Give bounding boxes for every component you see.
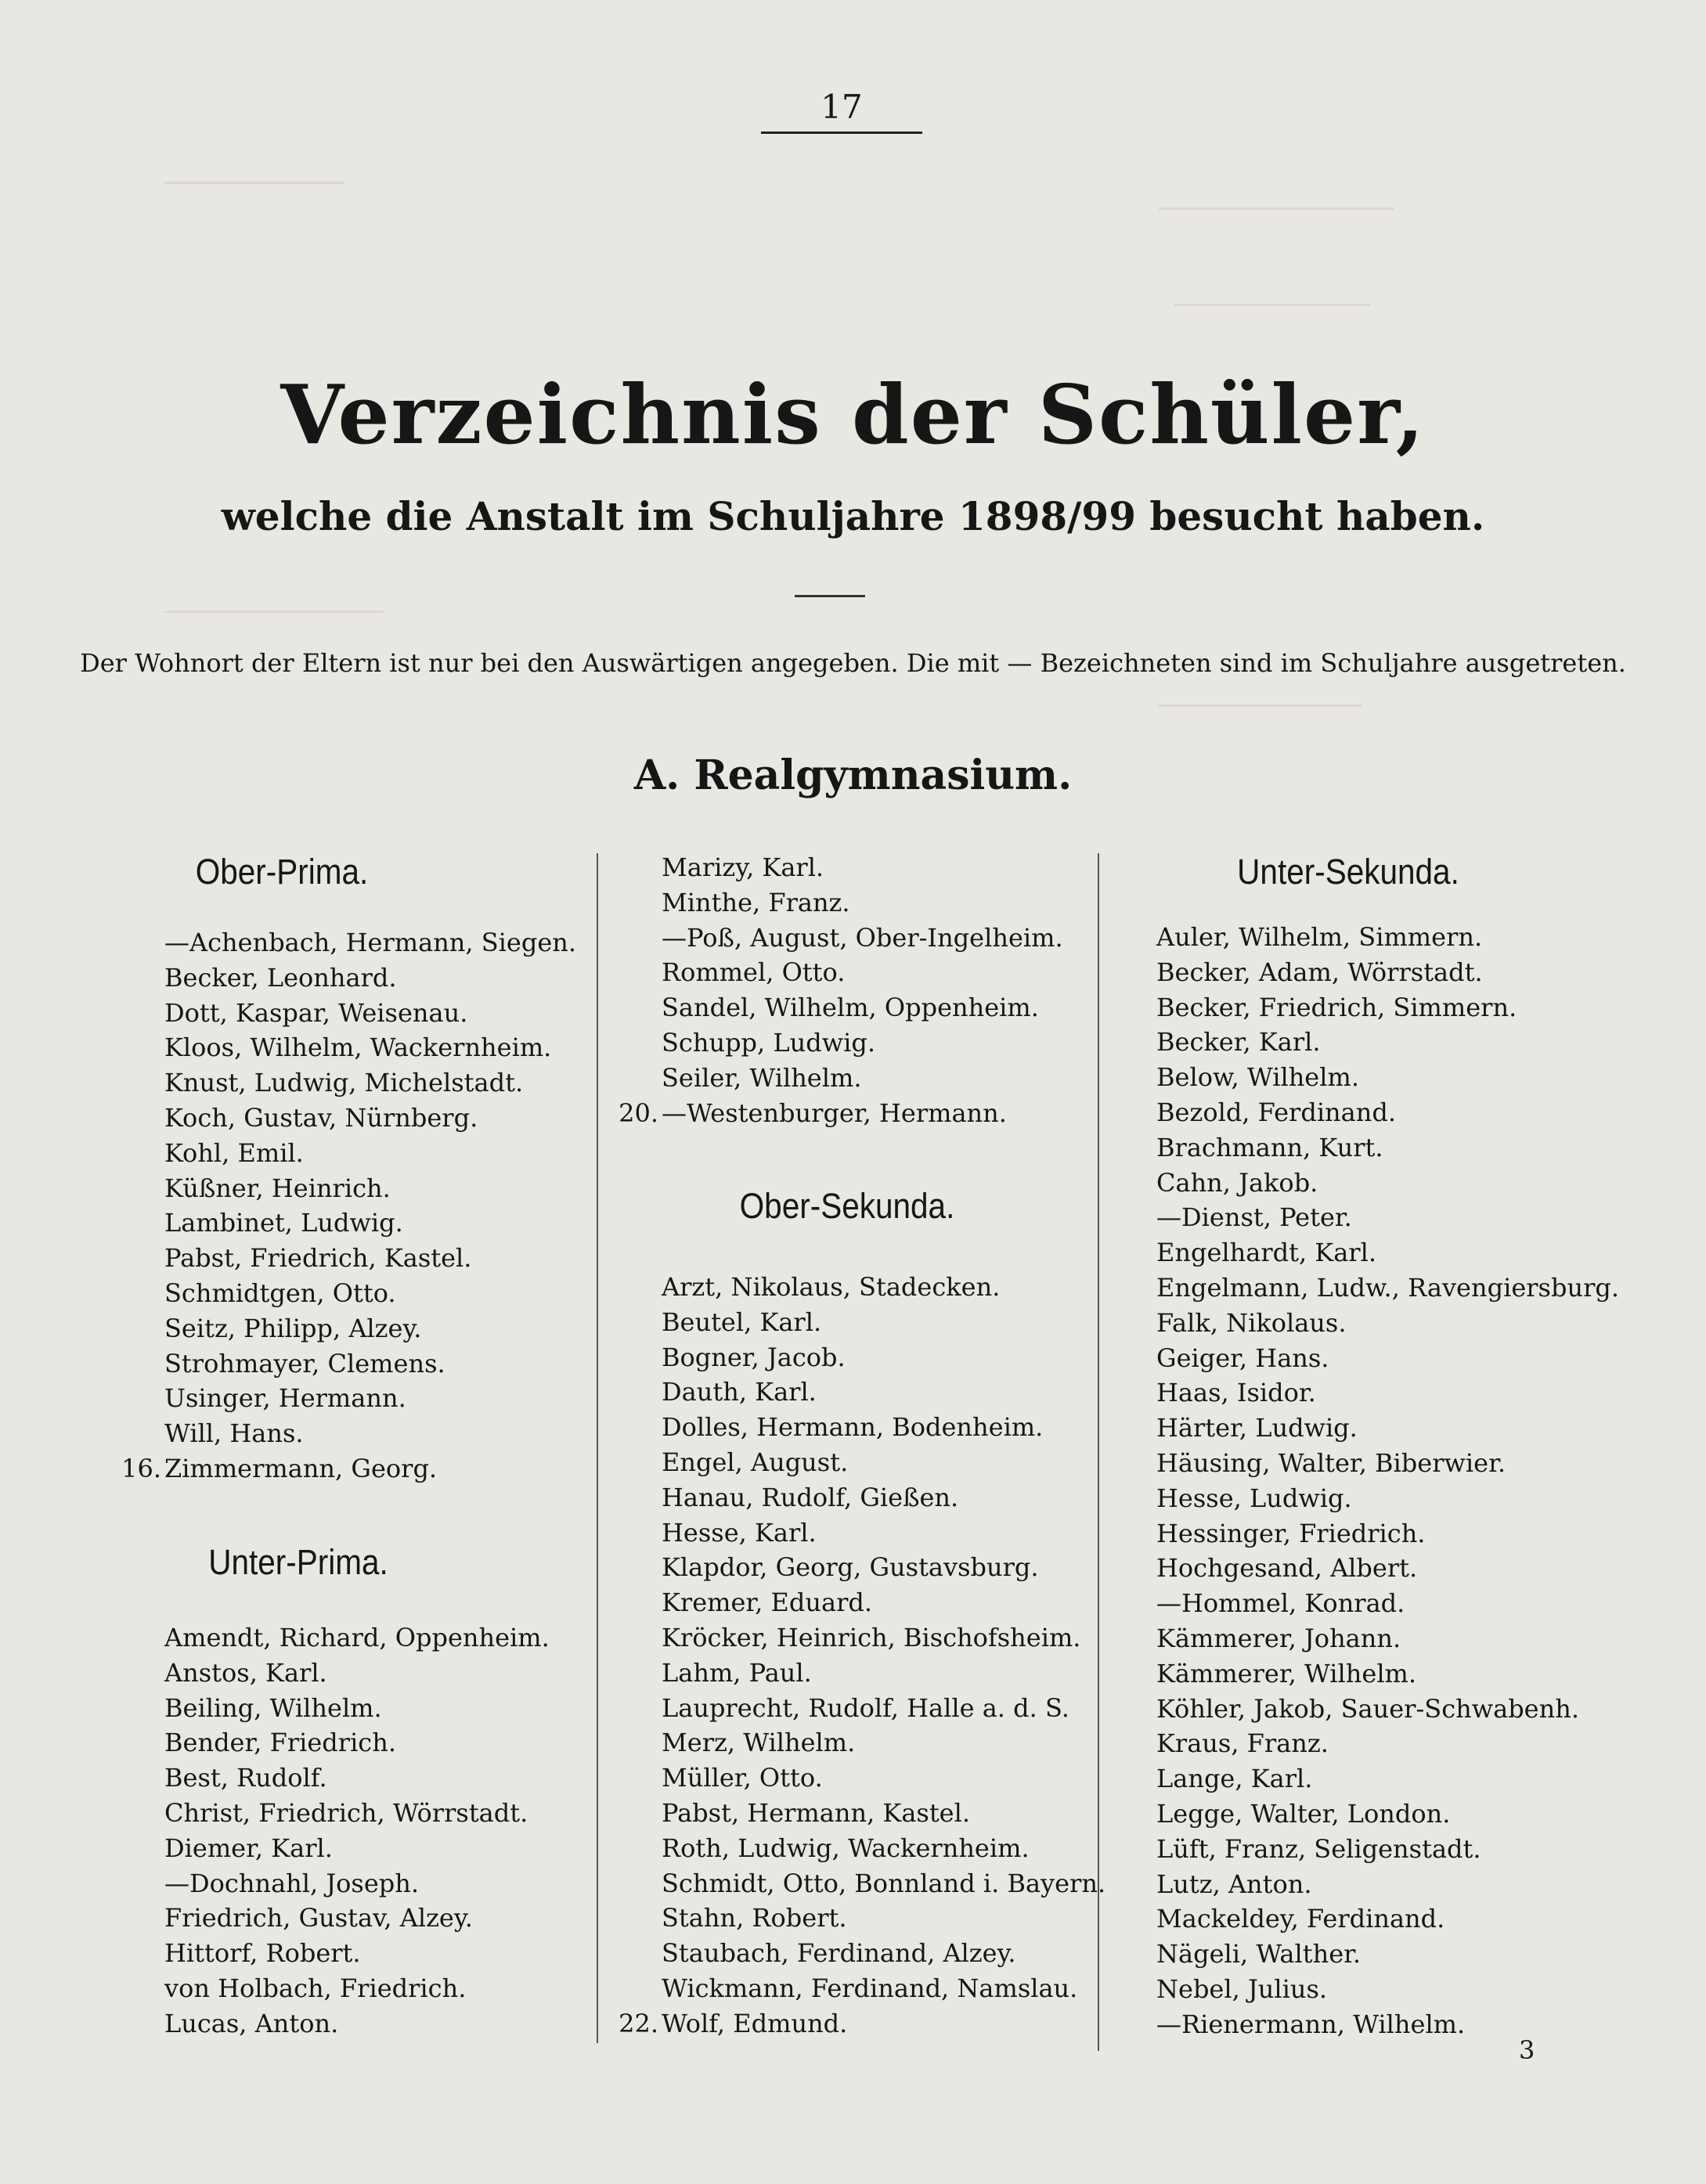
column-divider [597,853,598,2043]
unter-prima-continued-list [619,850,1084,1130]
student-name: Staubach, Ferdinand, Alzey. [662,1938,1016,1969]
student-name: Kämmerer, Johann. [1156,1623,1401,1653]
list-item [164,1831,587,1866]
student-name: Lutz, Anton. [1156,1869,1312,1899]
list-item [662,1375,1100,1410]
list-item [662,955,1084,990]
list-item [121,1451,587,1487]
list-item [164,960,587,996]
list-item [662,921,1084,956]
printer-signature: 3 [1519,2035,1535,2065]
student-name: Usinger, Hermann. [164,1383,406,1414]
ober-sekunda-block [597,1186,1098,1227]
list-item [164,1866,587,1901]
list-item [164,1901,587,1936]
list-item [662,990,1084,1025]
student-name: Beutel, Karl. [662,1306,822,1337]
student-name: Lucas, Anton. [164,2008,339,2038]
entry-number: 16. [121,1453,161,1483]
student-name: Christ, Friedrich, Wörrstadt. [164,1797,528,1828]
list-item [1156,1095,1626,1130]
heading-ober-prima: Ober-Prima. [195,852,369,892]
student-name: —Dienst, Peter. [1156,1202,1352,1233]
student-name: Amendt, Richard, Oppenheim. [164,1623,550,1652]
list-item [1156,1551,1626,1586]
student-name: Lange, Karl. [1156,1764,1313,1794]
list-item [164,1276,587,1311]
student-name: Bezold, Ferdinand. [1156,1097,1396,1127]
student-name: Becker, Adam, Wörrstadt. [1156,957,1483,987]
student-name: Hochgesand, Albert. [1156,1553,1418,1584]
list-item [1156,1411,1626,1446]
list-item [662,1620,1100,1656]
student-name: Kämmerer, Wilhelm. [1156,1658,1417,1688]
student-name: Kraus, Franz. [1156,1728,1329,1759]
student-name: Kloos, Wilhelm, Wackernheim. [164,1033,552,1063]
student-name: Kremer, Eduard. [662,1588,873,1618]
list-item [662,1270,1100,1305]
student-name: —Rienermann, Wilhelm. [1156,2009,1466,2039]
student-name: Engelhardt, Karl. [1156,1238,1376,1268]
student-name: Hanau, Rudolf, Gießen. [662,1482,959,1512]
student-name: Lüft, Franz, Seligenstadt. [1156,1833,1481,1864]
list-item [164,1206,587,1241]
list-item [164,1171,587,1206]
list-item [1156,1166,1626,1201]
list-item [1156,1972,1626,2007]
student-name: Rommel, Otto. [662,957,846,988]
student-name: Roth, Ludwig, Wackernheim. [662,1833,1030,1863]
list-item [662,1971,1100,2006]
student-name: Haas, Isidor. [1156,1378,1316,1408]
student-name: Lambinet, Ludwig. [164,1208,403,1238]
student-name: Cahn, Jakob. [1156,1167,1318,1198]
list-item [1156,1692,1626,1727]
list-item [1156,1867,1626,1902]
list-item [662,1480,1100,1515]
heading-unter-prima: Unter-Prima. [208,1542,388,1582]
list-item [662,1025,1084,1061]
student-name: Häusing, Walter, Biberwier. [1156,1447,1506,1478]
list-item [1156,1621,1626,1656]
student-name: Wolf, Edmund. [662,2008,848,2038]
student-name: —Hommel, Konrad. [1156,1588,1405,1619]
list-item [1156,1200,1626,1235]
student-name: Köhler, Jakob, Sauer-Schwabenh. [1156,1693,1579,1724]
list-item [1156,920,1626,955]
student-name: Marizy, Karl. [662,852,824,882]
list-item [662,1725,1100,1761]
student-name: Hesse, Karl. [662,1517,817,1548]
student-name: Engel, August. [662,1447,849,1477]
student-name: Wickmann, Ferdinand, Namslau. [662,1973,1078,2003]
student-name: Zimmermann, Georg. [164,1453,438,1483]
student-name: Falk, Nikolaus. [1156,1307,1347,1338]
student-name: Seitz, Philipp, Alzey. [164,1313,422,1343]
student-name: Mackeldey, Ferdinand. [1156,1904,1445,1934]
bleed-through-mark [1159,705,1362,707]
list-item [1156,1025,1626,1060]
student-name: Pabst, Friedrich, Kastel. [164,1243,472,1274]
list-item [164,1761,587,1796]
student-name: —Dochnahl, Joseph. [164,1868,420,1898]
page-subtitle: welche die Anstalt im Schuljahre 1898/99 besucht haben. [221,493,1485,539]
list-item [164,1346,587,1382]
list-item [1156,1446,1626,1481]
list-item [662,850,1084,885]
student-name: Auler, Wilhelm, Simmern. [1156,922,1483,952]
list-item [164,2006,587,2042]
student-name: Pabst, Hermann, Kastel. [662,1797,971,1828]
student-name: Arzt, Nikolaus, Stadecken. [662,1272,1001,1302]
list-item [1156,1586,1626,1621]
student-name: —Achenbach, Hermann, Siegen. [164,928,577,957]
unter-sekunda-block [1098,852,1599,892]
unter-sekunda-list [1156,920,1626,2042]
student-name: Stahn, Robert. [662,1903,847,1934]
list-item [619,1096,1084,1131]
student-name: von Holbach, Friedrich. [164,1973,467,2003]
student-name: Schupp, Ludwig. [662,1027,875,1058]
list-item [1156,1341,1626,1376]
student-name: Anstos, Karl. [164,1657,327,1688]
list-item [662,1831,1100,1866]
student-name: Becker, Friedrich, Simmern. [1156,992,1517,1022]
list-item [164,1030,587,1065]
list-item [164,1241,587,1276]
list-item [1156,1306,1626,1341]
list-item [619,2006,1100,2042]
list-item [1156,1235,1626,1270]
student-name: Nebel, Julius. [1156,1973,1328,2004]
student-name: Below, Wilhelm. [1156,1062,1359,1093]
student-name: Beiling, Wilhelm. [164,1692,382,1723]
list-item [164,1725,587,1761]
list-item [662,1305,1100,1340]
student-name: Klapdor, Georg, Gustavsburg. [662,1552,1039,1583]
student-name: Hittorf, Robert. [164,1938,361,1969]
bleed-through-mark [1174,304,1370,306]
student-name: Bender, Friedrich. [164,1728,396,1758]
bleed-through-mark [164,611,384,613]
student-name: Lahm, Paul. [662,1657,812,1688]
list-item [164,1381,587,1416]
student-name: —Westenburger, Hermann. [662,1097,1007,1128]
student-name: Nägeli, Walther. [1156,1939,1362,1970]
student-name: Schmidtgen, Otto. [164,1278,396,1308]
list-item [1156,1937,1626,1972]
divider-rule [795,595,865,597]
list-item [164,1691,587,1726]
student-name: Merz, Wilhelm. [662,1728,856,1758]
list-item [164,925,587,960]
student-name: Will, Hans. [164,1418,304,1449]
student-name: Bogner, Jacob. [662,1342,846,1372]
list-item [662,1340,1100,1375]
student-name: Koch, Gustav, Nürnberg. [164,1102,478,1133]
column-left [157,852,564,892]
list-item [164,996,587,1031]
ober-sekunda-list [619,1270,1106,2042]
list-item [1156,2007,1626,2042]
student-name: Härter, Ludwig. [1156,1413,1358,1443]
student-name: Küßner, Heinrich. [164,1173,391,1203]
list-item [164,1971,587,2006]
bleed-through-mark [164,182,344,184]
list-item [662,1691,1100,1726]
student-name: Schmidt, Otto, Bonnland i. Bayern. [662,1868,1106,1898]
list-item [164,1416,587,1451]
list-item [1156,1481,1626,1516]
entry-number: 22. [619,2008,658,2038]
list-item [662,1585,1100,1620]
unter-prima-block [0,1542,597,1583]
student-name: Dott, Kaspar, Weisenau. [164,997,468,1028]
list-item [1156,1726,1626,1761]
list-item [1156,1375,1626,1411]
student-name: Kröcker, Heinrich, Bischofsheim. [662,1622,1081,1652]
student-name: Geiger, Hans. [1156,1342,1329,1373]
bleed-through-mark [1159,207,1394,210]
list-item [662,1901,1100,1936]
student-name: Friedrich, Gustav, Alzey. [164,1903,473,1934]
student-name: Kohl, Emil. [164,1137,304,1168]
page-title: Verzeichnis der Schüler, [280,366,1426,463]
student-name: Hesse, Ludwig. [1156,1483,1352,1513]
student-name: Best, Rudolf. [164,1763,327,1793]
student-name: Dolles, Hermann, Bodenheim. [662,1412,1044,1443]
list-item [164,1101,587,1136]
student-name: Diemer, Karl. [164,1833,333,1863]
list-item [1156,1901,1626,1937]
entry-number: 20. [619,1097,658,1128]
student-name: Lauprecht, Rudolf, Halle a. d. S. [662,1692,1069,1723]
list-item [662,1866,1106,1901]
list-item [662,1796,1100,1831]
heading-ober-sekunda: Ober-Sekunda. [739,1186,955,1226]
student-name: Becker, Karl. [1156,1027,1321,1058]
list-item [164,1311,587,1346]
student-name: Brachmann, Kurt. [1156,1132,1383,1162]
list-item [1156,955,1626,990]
list-item [1156,1060,1626,1095]
list-item [662,1515,1100,1551]
student-name: Becker, Leonhard. [164,962,397,993]
list-item [662,1761,1100,1796]
student-name: Minthe, Franz. [662,887,850,917]
section-heading: A. Realgymnasium. [633,751,1073,799]
list-item [1156,1797,1626,1832]
list-item [1156,1516,1626,1552]
list-item [1156,1270,1626,1306]
student-name: Strohmayer, Clemens. [164,1348,445,1379]
list-item [1156,1130,1626,1166]
heading-unter-sekunda: Unter-Sekunda. [1237,852,1459,892]
student-name: Sandel, Wilhelm, Oppenheim. [662,993,1039,1023]
list-item [164,1065,587,1101]
list-item [164,1936,587,1971]
list-item [1156,990,1626,1025]
page-number: 17 [821,88,863,126]
list-item [1156,1761,1626,1797]
list-item [1156,1656,1626,1692]
student-name: Engelmann, Ludw., Ravengiersburg. [1156,1272,1620,1303]
list-item [662,1550,1100,1585]
list-item [662,885,1084,921]
student-name: Knust, Ludwig, Michelstadt. [164,1068,524,1098]
student-name: Legge, Walter, London. [1156,1798,1451,1829]
list-item [164,1136,587,1171]
list-item [662,1445,1100,1480]
list-item [662,1936,1100,1971]
unter-prima-list [164,1620,587,2042]
list-item [1156,1832,1626,1867]
student-name: Dauth, Karl. [662,1377,817,1407]
student-name: —Poß, August, Ober-Ingelheim. [662,922,1063,953]
list-item [662,1410,1100,1445]
explanatory-note: Der Wohnort der Eltern ist nur bei den Auswärtigen angegeben. Die mit — Bezeichneten sind im Schuljahre ausgetreten. [80,648,1626,678]
list-item [164,1796,587,1831]
list-item [662,1061,1084,1096]
list-item [164,1620,587,1656]
ober-prima-list [121,925,587,1487]
student-name: Müller, Otto. [662,1763,823,1793]
student-name: Seiler, Wilhelm. [662,1062,862,1093]
student-name: Hessinger, Friedrich. [1156,1518,1426,1548]
list-item [662,1656,1100,1691]
page-number-rule [761,132,922,134]
list-item [164,1656,587,1691]
